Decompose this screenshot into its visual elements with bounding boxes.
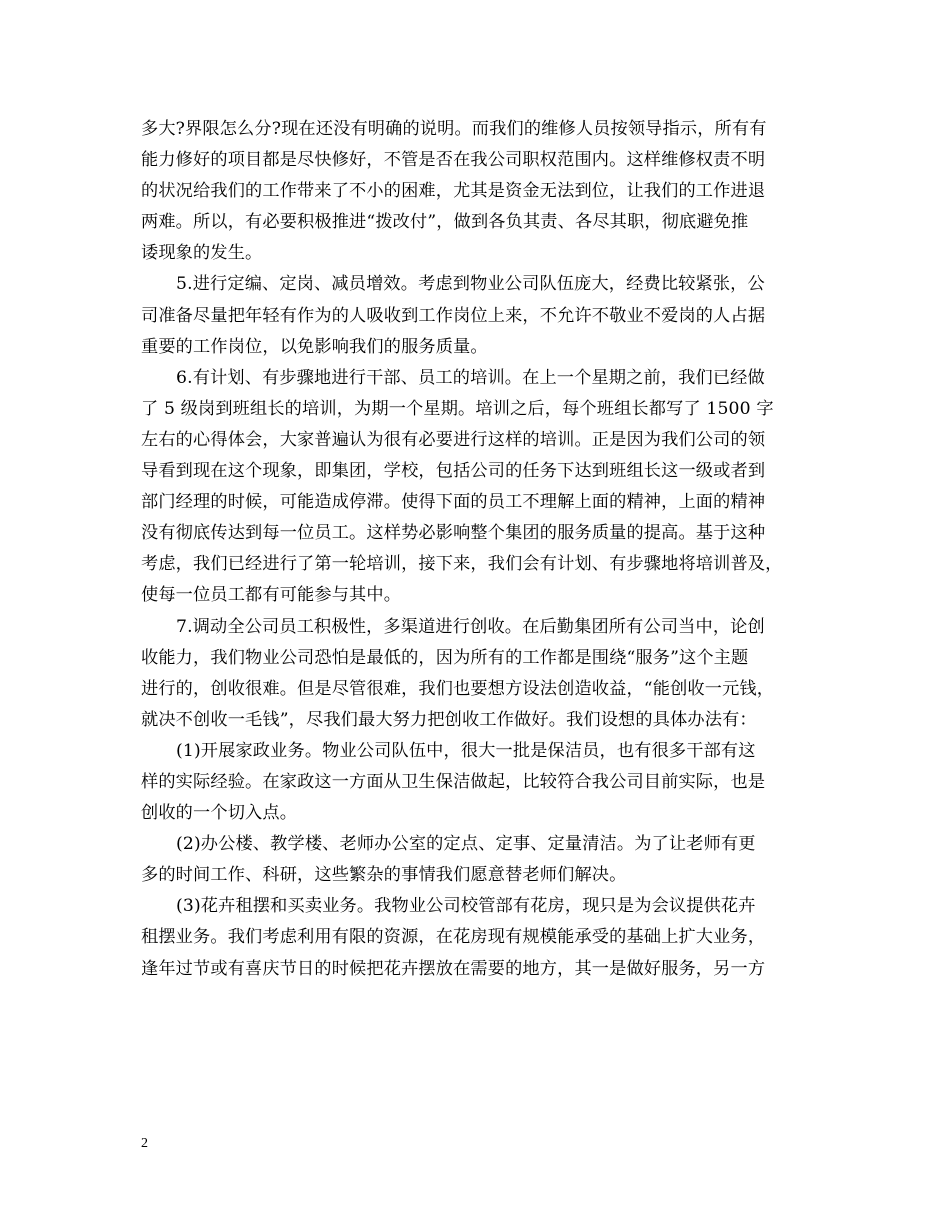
text-line: 多大?界限怎么分?现在还没有明确的说明。而我们的维修人员按领导指示，所有有 <box>141 119 767 139</box>
text-line: 部门经理的时候，可能造成停滞。使得下面的员工不理解上面的精神，上面的精神 <box>141 492 766 513</box>
document-body <box>141 114 811 985</box>
text-line: 重要的工作岗位，以免影响我们的服务质量。 <box>141 336 488 357</box>
text-line: 使每一位员工都有可能参与其中。 <box>141 585 402 606</box>
page-number: 2 <box>141 1136 148 1151</box>
text-line: 司准备尽量把年轻有作为的人吸收到工作岗位上来，不允许不敬业不爱岗的人占据 <box>141 305 766 326</box>
text-line: 6.有计划、有步骤地进行干部、员工的培训。在上一个星期之前，我们已经做 <box>176 367 765 388</box>
text-line: 创收的一个切入点。 <box>141 803 298 824</box>
text-line: 左右的心得体会，大家普遍认为很有必要进行这样的培训。正是因为我们公司的领 <box>141 429 766 450</box>
text-line: 没有彻底传达到每一位员工。这样势必影响整个集团的服务质量的提高。基于这种 <box>141 523 766 544</box>
text-line: 进行的，创收很难。但是尽管很难，我们也要想方设法创造收益，“能创收一元钱， <box>141 678 775 699</box>
text-line: 就决不创收一毛钱”，尽我们最大努力把创收工作做好。我们设想的具体办法有： <box>141 709 757 730</box>
text-line: (1)开展家政业务。物业公司队伍中，很大一批是保洁员，也有很多干部有这 <box>176 740 756 761</box>
text-line: 租摆业务。我们考虑利用有限的资源，在花房现有规模能承受的基础上扩大业务， <box>141 927 766 948</box>
text-line: 7.调动全公司员工积极性，多渠道进行创收。在后勤集团所有公司当中，论创 <box>176 616 765 637</box>
text-line: 诿现象的发生。 <box>141 243 263 264</box>
text-line: (3)花卉租摆和买卖业务。我物业公司校管部有花房，现只是为会议提供花卉 <box>176 896 756 917</box>
text-line: 多的时间工作、科研，这些繁杂的事情我们愿意替老师们解决。 <box>141 865 627 886</box>
text-line: 能力修好的项目都是尽快修好，不管是否在我公司职权范围内。这样维修权责不明 <box>141 150 766 171</box>
text-line: 的状况给我们的工作带来了不小的困难，尤其是资金无法到位，让我们的工作进退 <box>141 181 766 202</box>
text-line: 逢年过节或有喜庆节日的时候把花卉摆放在需要的地方，其一是做好服务，另一方 <box>141 958 766 979</box>
text-line: 5.进行定编、定岗、减员增效。考虑到物业公司队伍庞大，经费比较紧张，公 <box>176 274 765 295</box>
text-line: 收能力，我们物业公司恐怕是最低的，因为所有的工作都是围绕“服务”这个主题 <box>141 647 749 668</box>
text-line: 两难。所以，有必要积极推进“拨改付”，做到各负其责、各尽其职，彻底避免推 <box>141 212 749 233</box>
text-line: 了 5 级岗到班组长的培训，为期一个星期。培训之后，每个班组长都写了 1500 字 <box>141 398 774 419</box>
text-line: 导看到现在这个现象，即集团，学校，包括公司的任务下达到班组长这一级或者到 <box>141 461 766 482</box>
text-line: 样的实际经验。在家政这一方面从卫生保洁做起，比较符合我公司目前实际，也是 <box>141 771 766 792</box>
text-line: (2)办公楼、教学楼、老师办公室的定点、定事、定量清洁。为了让老师有更 <box>176 834 756 855</box>
text-line: 考虑，我们已经进行了第一轮培训，接下来，我们会有计划、有步骤地将培训普及， <box>141 554 783 575</box>
